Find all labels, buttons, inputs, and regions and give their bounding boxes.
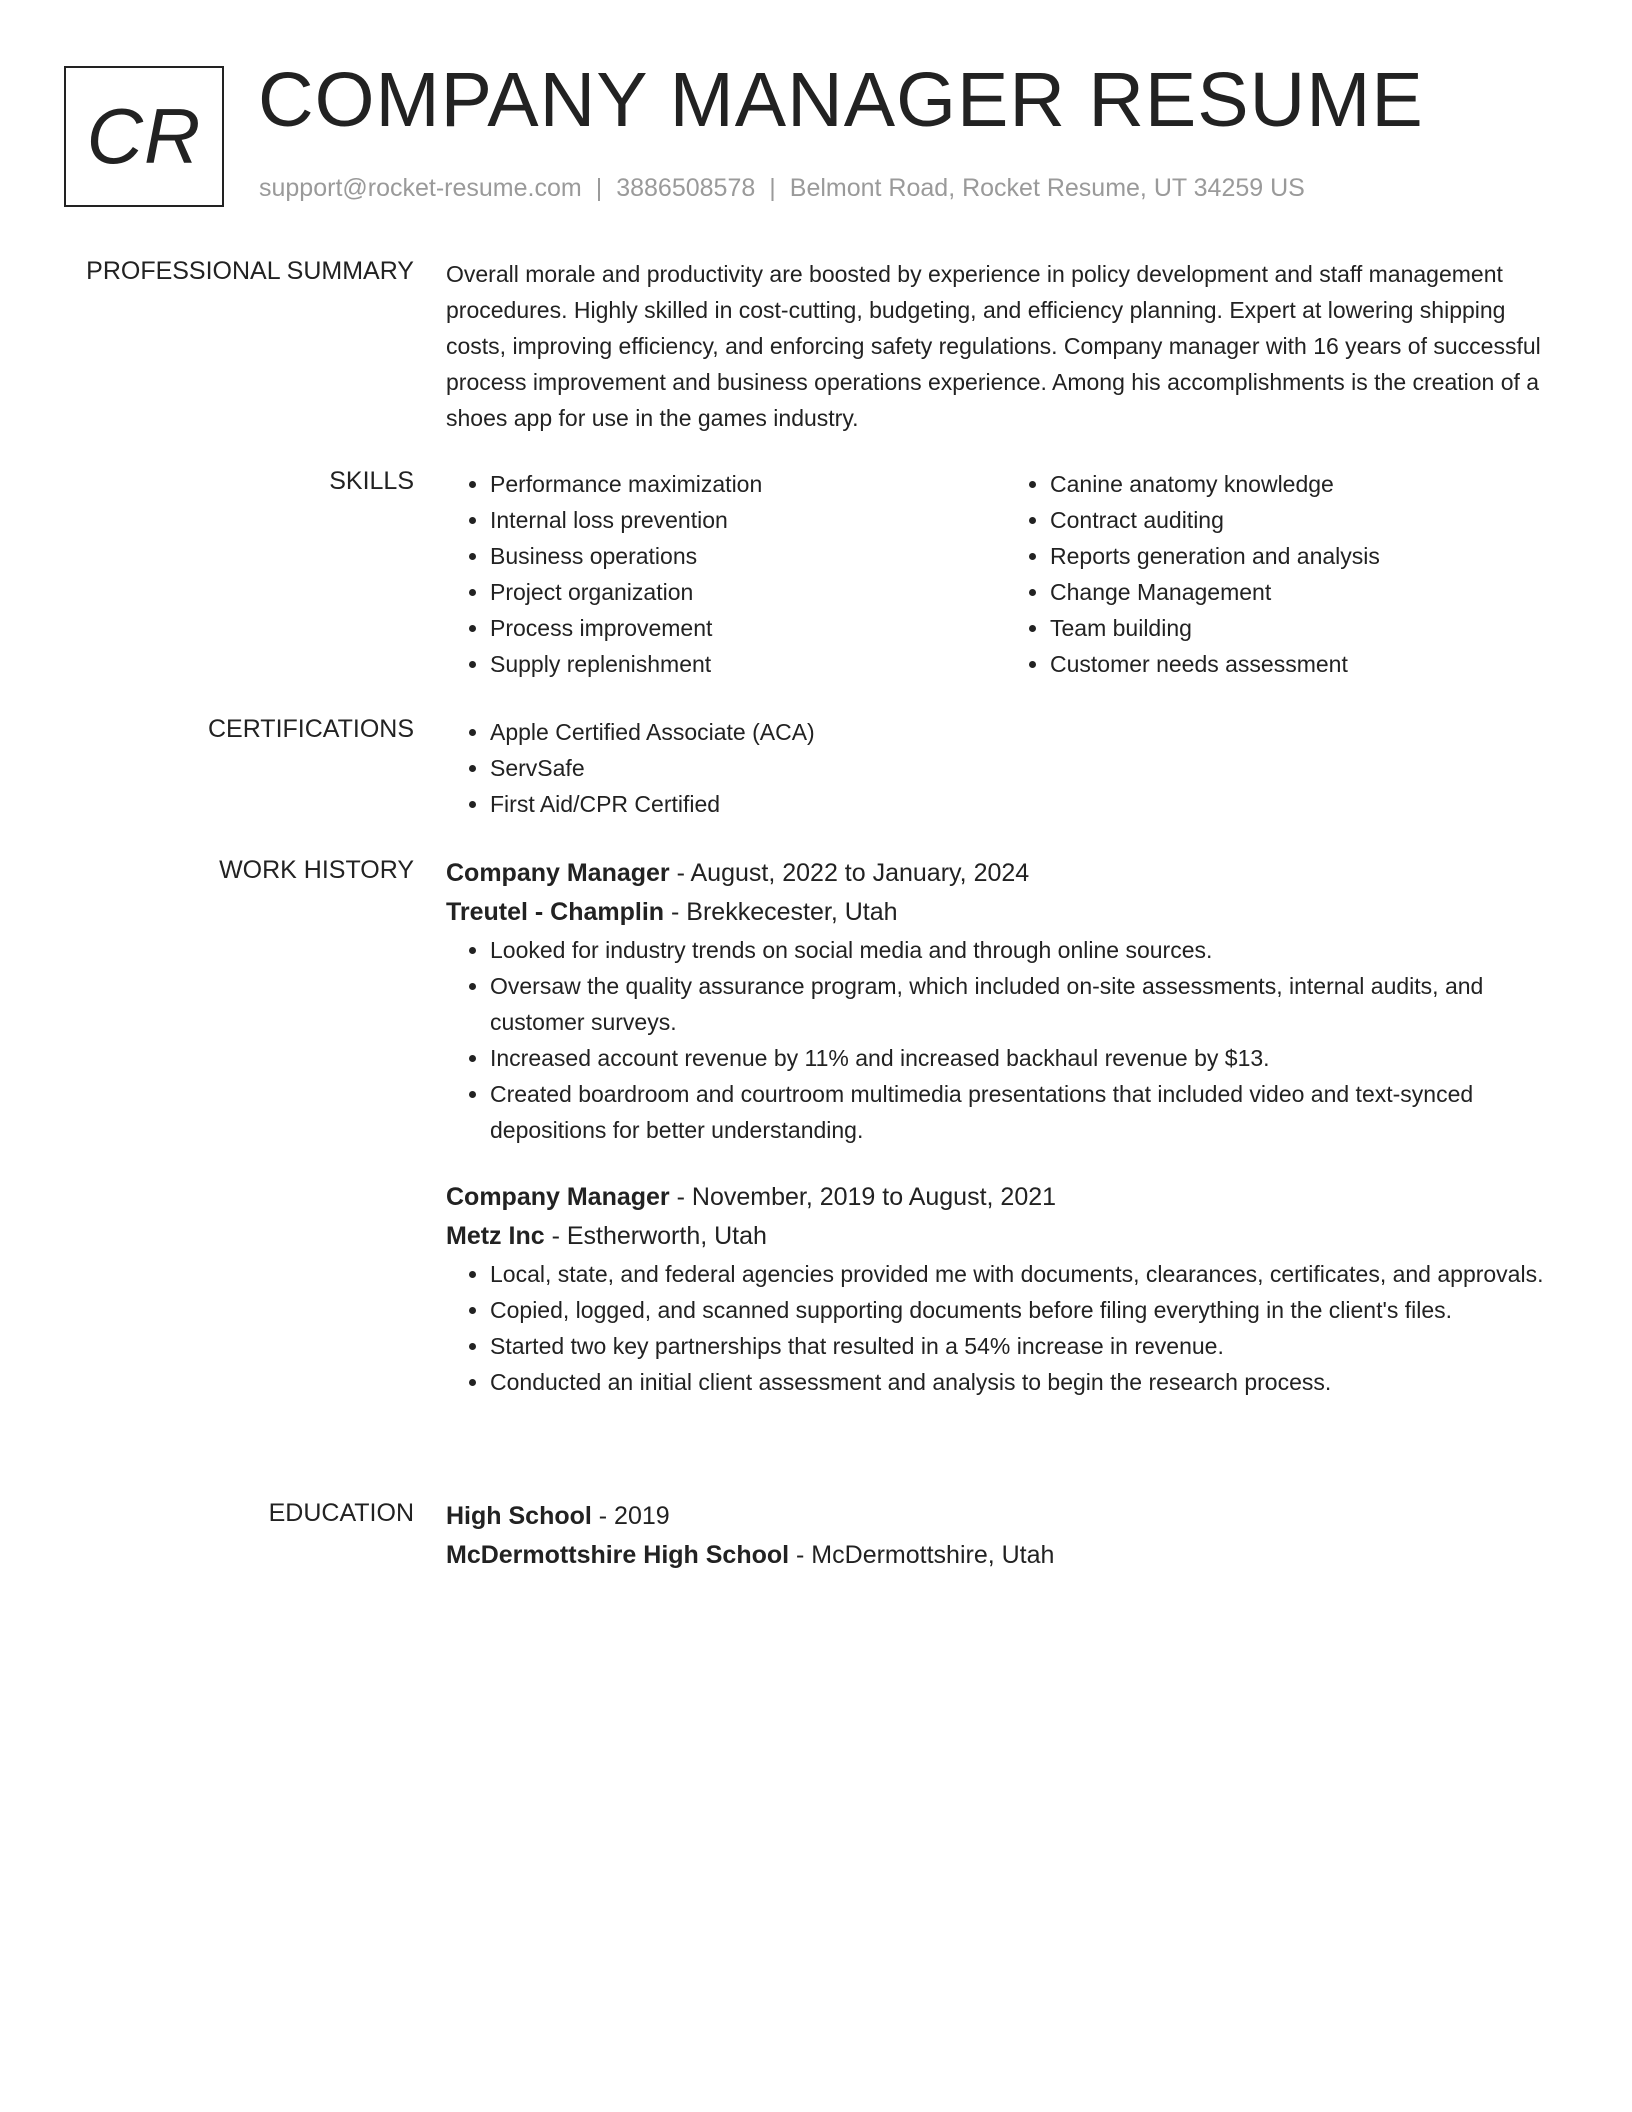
education-school-line	[446, 1536, 1566, 1575]
certification-item: • ServSafe	[490, 750, 1566, 786]
work-history-heading: WORK HISTORY	[219, 856, 414, 884]
job-bullets	[446, 1256, 1566, 1400]
job-dates: - November, 2019 to August, 2021	[669, 1183, 1057, 1211]
education-degree: High School	[446, 1502, 592, 1530]
education-school: McDermottshire High School	[446, 1541, 790, 1569]
certifications-list	[446, 714, 1566, 822]
job-company-line	[446, 1217, 1566, 1256]
contact-email[interactable]: support@rocket-resume.com	[259, 174, 582, 202]
page-title: COMPANY MANAGER RESUME	[258, 57, 1424, 143]
skills-list	[446, 466, 1566, 682]
work-history-body	[446, 854, 1566, 1400]
job-title: Company Manager	[446, 1183, 670, 1211]
contact-phone[interactable]: 3886508578	[616, 174, 756, 202]
contact-address: Belmont Road, Rocket Resume, UT 34259 US	[789, 174, 1305, 202]
job-bullet: • Created boardroom and courtroom multimedia presentations that included video and text-synced depositions for better understanding.	[490, 1076, 1566, 1148]
job-title: Company Manager	[446, 859, 670, 887]
skill-item: • Reports generation and analysis	[1050, 538, 1566, 574]
job-location: - Brekkecester, Utah	[664, 898, 898, 926]
job-dates: - August, 2022 to January, 2024	[669, 859, 1030, 887]
education-degree-line	[446, 1497, 1566, 1536]
education-location: - McDermottshire, Utah	[789, 1541, 1055, 1569]
skill-item: • Internal loss prevention	[490, 502, 1006, 538]
contact-separator: |	[769, 174, 776, 202]
certifications-heading: CERTIFICATIONS	[207, 715, 414, 743]
summary-heading: PROFESSIONAL SUMMARY	[86, 257, 414, 285]
job-entry	[446, 854, 1566, 1148]
certifications-body	[446, 714, 1566, 822]
skill-item: • Canine anatomy knowledge	[1050, 466, 1566, 502]
skill-item: • Change Management	[1050, 574, 1566, 610]
contact-separator: |	[595, 174, 603, 202]
job-bullets	[446, 932, 1566, 1148]
skills-heading: SKILLS	[329, 467, 414, 495]
education-body	[446, 1497, 1566, 1575]
skill-item: • Process improvement	[490, 610, 1006, 646]
job-title-line	[446, 854, 1566, 893]
monogram-initials: CR	[86, 92, 202, 180]
certification-item: • Apple Certified Associate (ACA)	[490, 714, 1566, 750]
skill-item: • Performance maximization	[490, 466, 1006, 502]
skill-item: • Team building	[1050, 610, 1566, 646]
job-company: Treutel - Champlin	[446, 898, 665, 926]
skill-item: • Supply replenishment	[490, 646, 1006, 682]
skill-item: • Customer needs assessment	[1050, 646, 1566, 682]
job-bullet: • Oversaw the quality assurance program, which included on-site assessments, internal audits, and customer surveys.	[490, 968, 1566, 1040]
certification-item: • First Aid/CPR Certified	[490, 786, 1566, 822]
skills-column-left	[446, 466, 1006, 682]
job-company-line	[446, 893, 1566, 932]
skill-item: • Business operations	[490, 538, 1006, 574]
skills-column-right	[1006, 466, 1566, 682]
summary-text: Overall morale and productivity are boosted by experience in policy development and staff management procedures. Highly skilled in cost-cutting, budgeting, and efficiency planning. Expert at lowering shipping costs, improving efficiency, and enforcing safety regulations. Company manager with 16 years of successful process improvement and business operations experience. Among his accomplishments is the creation of a shoes app for use in the games industry.	[446, 261, 1541, 431]
contact-line	[259, 174, 1305, 203]
job-entry	[446, 1178, 1566, 1400]
job-bullet: • Copied, logged, and scanned supporting documents before filing everything in the client's files.	[490, 1292, 1566, 1328]
job-company: Metz Inc	[446, 1222, 545, 1250]
job-bullet: • Started two key partnerships that resulted in a 54% increase in revenue.	[490, 1328, 1566, 1364]
summary-body	[446, 256, 1566, 436]
skill-item: • Contract auditing	[1050, 502, 1566, 538]
monogram-logo	[64, 66, 224, 207]
job-bullet: • Local, state, and federal agencies provided me with documents, clearances, certificates, and approvals.	[490, 1256, 1566, 1292]
job-bullet: • Conducted an initial client assessment and analysis to begin the research process.	[490, 1364, 1566, 1400]
job-location: - Estherworth, Utah	[544, 1222, 767, 1250]
education-year: - 2019	[591, 1502, 670, 1530]
job-bullet: • Increased account revenue by 11% and increased backhaul revenue by $13.	[490, 1040, 1566, 1076]
education-heading: EDUCATION	[268, 1499, 414, 1527]
job-bullet: • Looked for industry trends on social media and through online sources.	[490, 932, 1566, 968]
skill-item: • Project organization	[490, 574, 1006, 610]
job-title-line	[446, 1178, 1566, 1217]
